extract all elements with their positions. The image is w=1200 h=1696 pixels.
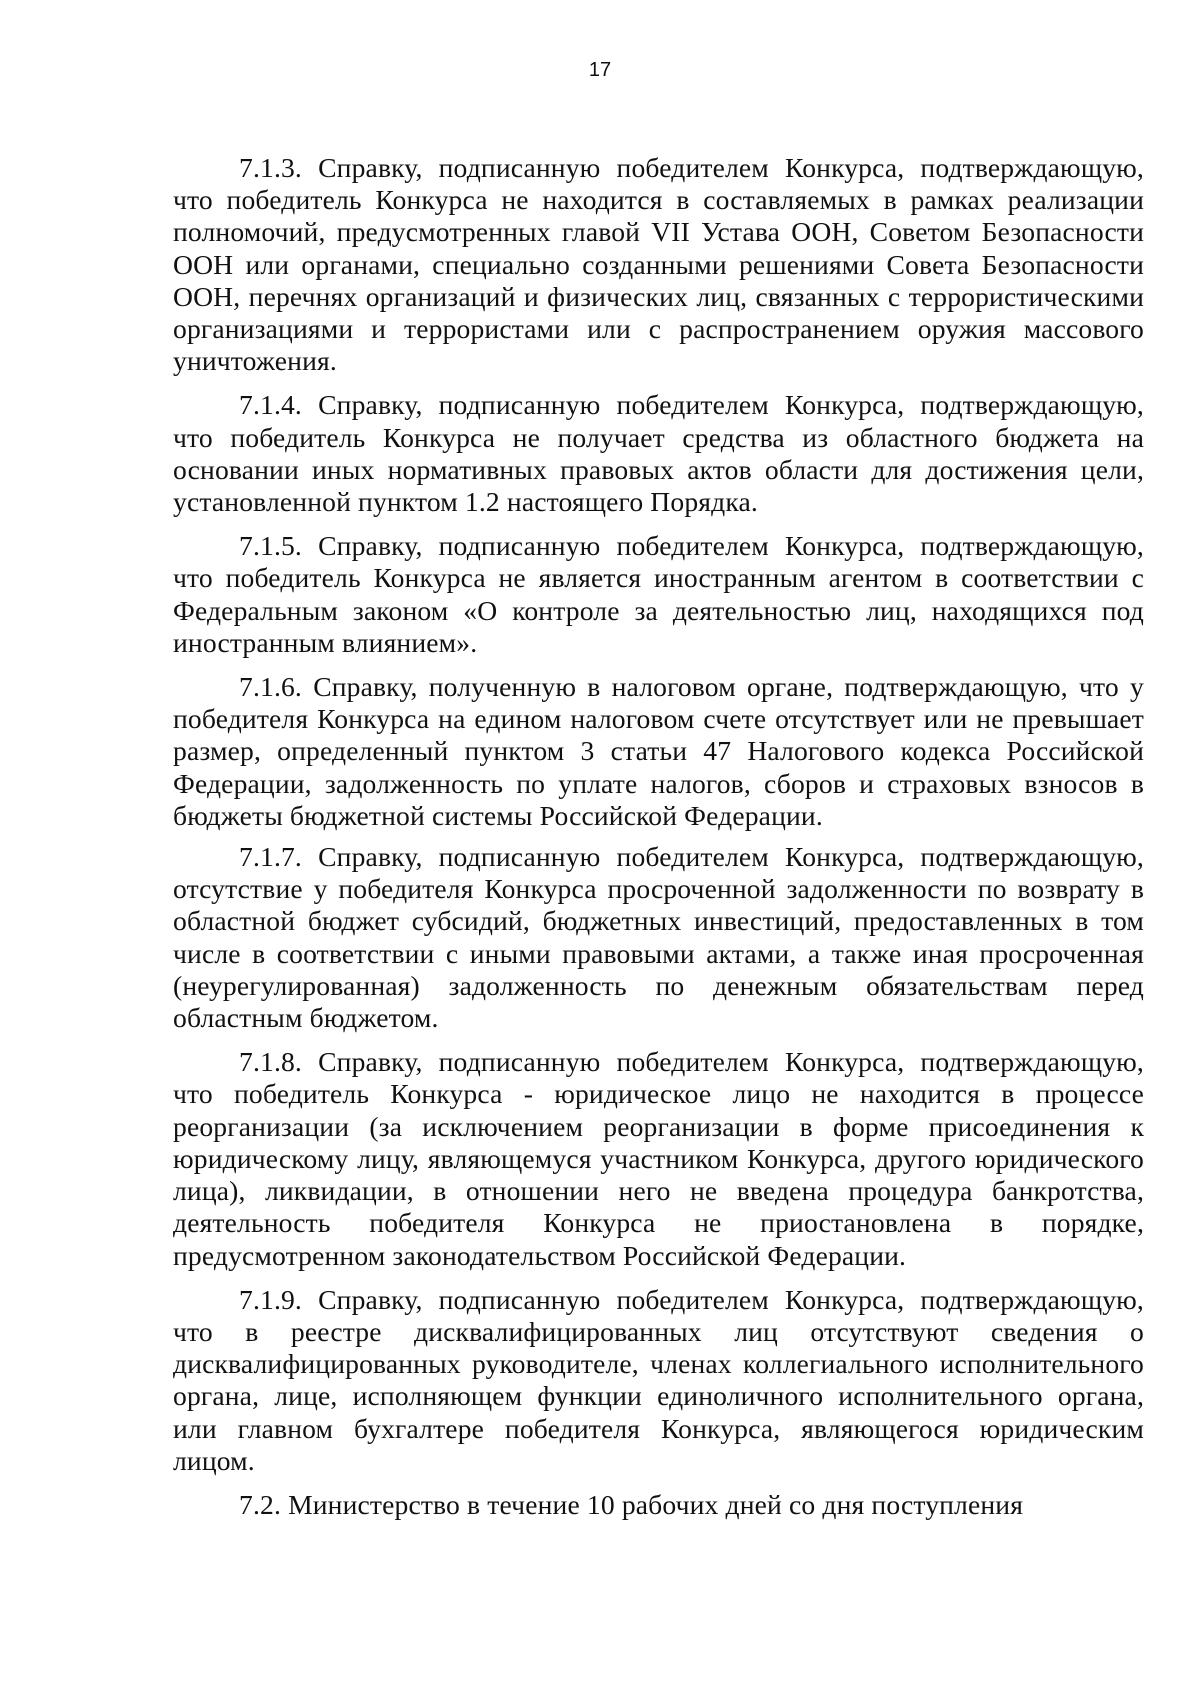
paragraph-text: Справку, подписанную победителем Конкурса, подтверждающую, что победитель Конкурса не является иностранным агентом в соответствии с Федеральным законом «О контроле за деятельностью лиц, находящихся под иностранным влиянием». <box>173 530 1144 658</box>
paragraph-number: 7.1.5. <box>239 530 302 562</box>
paragraph-number: 7.1.7. <box>239 841 302 873</box>
paragraph-number: 7.1.4. <box>239 389 302 421</box>
paragraph-7-1-5 <box>173 530 1144 659</box>
paragraph-text: Справку, подписанную победителем Конкурса, подтверждающую, что победитель Конкурса - юридическое лицо не находится в процессе реорганизации (за исключением реорганизации в форме присоединения к юридическому лицу, являющемуся участником Конкурса, другого юридического лица), ликвидации, в отношении него не введена процедура банкротства, деятельность победителя Конкурса не приостановлена в порядке, предусмотренном законодательством Российской Федерации. <box>173 1046 1144 1271</box>
paragraph-text: Справку, полученную в налоговом органе, подтверждающую, что у победителя Конкурса на едином налоговом счете отсутствует или не превышает размер, определенный пунктом 3 статьи 47 Налогового кодекса Российской Федерации, задолженность по уплате налогов, сборов и страховых взносов в бюджеты бюджетной системы Российской Федерации. <box>173 671 1144 831</box>
paragraph-number: 7.1.9. <box>239 1283 302 1315</box>
paragraph-7-1-3 <box>173 152 1144 377</box>
paragraph-text: Справку, подписанную победителем Конкурса, подтверждающую, что в реестре дисквалифицированных лиц отсутствуют сведения о дисквалифицированных руководителе, членах коллегиального исполнительного органа, лице, исполняющем функции единоличного исполнительного органа, или главном бухгалтере победителя Конкурса, являющегося юридическим лицом. <box>173 1283 1144 1476</box>
paragraph-7-1-8 <box>173 1046 1144 1271</box>
paragraph-number: 7.1.3. <box>239 152 302 183</box>
document-body <box>173 152 1144 1530</box>
paragraph-number: 7.1.8. <box>239 1046 302 1078</box>
paragraph-7-1-6 <box>173 671 1144 832</box>
paragraph-7-1-4 <box>173 389 1144 518</box>
paragraph-number: 7.2. <box>239 1488 281 1520</box>
paragraph-text: Справку, подписанную победителем Конкурса, подтверждающую, что победитель Конкурса не получает средства из областного бюджета на основании иных нормативных правовых актов области для достижения цели, установленной пунктом 1.2 настоящего Порядка. <box>173 389 1144 518</box>
paragraph-text: Справку, подписанную победителем Конкурса, подтверждающую, что победитель Конкурса не находится в составляемых в рамках реализации полномочий, предусмотренных главой VII Устава ООН, Советом Безопасности ООН или органами, специально созданными решениями Совета Безопасности ООН, перечнях организаций и физических лиц, связанных с террористическими организациями и террористами или с распространением оружия массового уничтожения. <box>173 152 1144 377</box>
paragraph-7-1-9 <box>173 1284 1144 1477</box>
paragraph-7-1-7 <box>173 841 1144 1034</box>
paragraph-7-2 <box>173 1489 1144 1521</box>
paragraph-text: Министерство в течение 10 рабочих дней со дня поступления <box>288 1488 1024 1520</box>
paragraph-text: Справку, подписанную победителем Конкурса, подтверждающую, отсутствие у победителя Конкурса просроченной задолженности по возврату в областной бюджет субсидий, бюджетных инвестиций, предоставленных в том числе в соответствии с иными правовыми актами, а также иная просроченная (неурегулированная) задолженность по денежным обязательствам перед областным бюджетом. <box>173 841 1144 1034</box>
page-number: 17 <box>588 59 612 81</box>
paragraph-number: 7.1.6. <box>239 671 302 703</box>
